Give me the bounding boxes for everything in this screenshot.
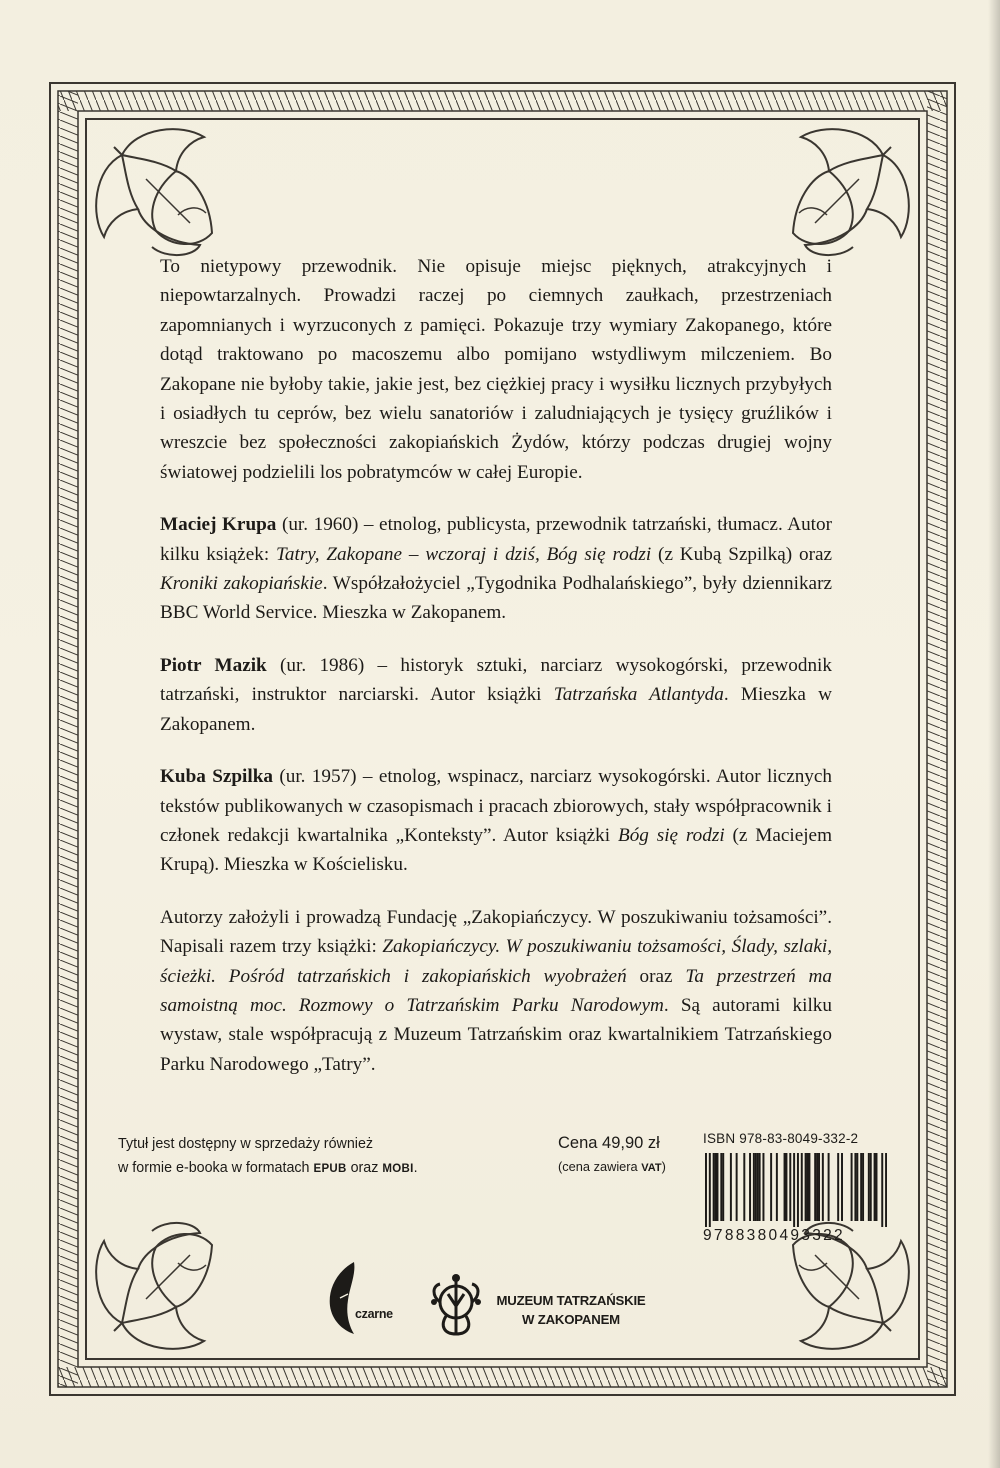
barcode-bar: [797, 1153, 799, 1227]
barcode-bar: [793, 1153, 795, 1227]
barcode-bar: [814, 1153, 816, 1221]
barcode-bar: [720, 1153, 722, 1221]
ebook-availability-note: Tytuł jest dostępny w sprzedaży również w formie e-booka w formatach EPUB oraz MOBI.: [118, 1136, 418, 1176]
barcode-bar: [753, 1153, 755, 1221]
author-bio-maciej-krupa: Maciej Krupa (ur. 1960) – etnolog, publicysta, przewodnik tatrzański, tłumacz. Autor kilku książek: Tatry, Zakopane – wczoraj i dziś, Bóg się rodzi (z Kubą Szpilką) oraz Kroniki zakopiańskie. Współzałożyciel „Tygodnika Podhalańskiego”, były dziennikarz BBC World Service. Mieszka w Zakopanem.: [160, 514, 832, 624]
barcode-bar: [743, 1153, 745, 1221]
barcode-bar: [841, 1153, 843, 1221]
description-paragraph: To nietypowy przewodnik. Nie opisuje miejsc pięknych, atrakcyjnych i niepowtarzalnych. Prowadzi raczej po ciemnych zaułkach, przestrzeniach zapomnianych i wyrzuconych z pamięci. Pokazuje trzy wymiary Zakopanego, które dotąd traktowano po macoszemu albo pomijano wstydliwym milczeniem. Bo Zakopane nie byłoby takie, jakie jest, bez ciężkiej pracy i wysiłku licznych przybyłych i osiadłych tu ceprów, bez wielu sanatoriów i zaludniających je tysięcy gruźlików i wreszcie bez społeczności zakopiańskich Żydów, którzy podczas drugiej wojny światowej podzielili los pobratymców w całej Europie.: [160, 256, 832, 483]
barcode-bar: [801, 1153, 803, 1221]
barcode-bars: [705, 1153, 887, 1227]
corner-flower-bottom-left: [96, 1223, 212, 1349]
barcode-bar: [862, 1153, 864, 1221]
barcode-bar: [789, 1153, 791, 1221]
barcode-bar: [716, 1153, 718, 1221]
barcode-bar: [807, 1153, 809, 1221]
barcode-bar: [881, 1153, 883, 1227]
barcode-bar: [776, 1153, 778, 1221]
barcode-bar: [808, 1153, 810, 1221]
barcode: [703, 1131, 888, 1249]
barcode-bar: [755, 1153, 757, 1221]
barcode-bar: [816, 1153, 818, 1221]
barcode-bar: [749, 1153, 751, 1221]
price-info: [558, 1130, 698, 1179]
barcode-bar: [785, 1153, 787, 1221]
barcode-bar: [709, 1153, 711, 1227]
barcode-bar: [856, 1153, 858, 1221]
barcode-bar: [713, 1153, 715, 1221]
barcode-bar: [885, 1153, 887, 1227]
publisher-name: czarne: [355, 1307, 393, 1321]
barcode-bar: [757, 1153, 759, 1221]
barcode-bar: [828, 1153, 830, 1221]
ean-digits: 9788380493322: [703, 1227, 845, 1244]
author-name: Piotr Mazik: [160, 654, 267, 676]
barcode-bar: [870, 1153, 872, 1221]
corner-flower-top-right: [793, 129, 909, 255]
author-name: Maciej Krupa: [160, 514, 277, 536]
barcode-bar: [860, 1153, 862, 1221]
format-epub: EPUB: [313, 1163, 347, 1175]
author-bio-piotr-mazik: Piotr Mazik (ur. 1986) – historyk sztuki, narciarz wysokogórski, przewodnik tatrzański, instruktor narciarski. Autor książki Tatrzańska Atlantyda. Mieszka w Zakopanem.: [160, 654, 832, 735]
barcode-bar: [770, 1153, 772, 1221]
barcode-bar: [759, 1153, 761, 1221]
barcode-bar: [876, 1153, 878, 1221]
barcode-bar: [784, 1153, 786, 1221]
barcode-bar: [730, 1153, 732, 1221]
museum-emblem-icon: [426, 1272, 486, 1340]
barcode-bar: [854, 1153, 856, 1221]
czarne-logo-icon: [318, 1258, 398, 1338]
author-name: Kuba Szpilka: [160, 766, 273, 788]
museum-name: MUZEUM TATRZAŃSKIE W ZAKOPANEM: [496, 1293, 646, 1327]
barcode-bar: [705, 1153, 707, 1227]
barcode-bar: [736, 1153, 738, 1221]
barcode-bar: [874, 1153, 876, 1221]
corner-flower-top-left: [96, 129, 212, 255]
barcode-bar: [837, 1153, 839, 1221]
barcode-bar: [722, 1153, 724, 1221]
barcode-bar: [762, 1153, 764, 1221]
foundation-paragraph: Autorzy założyli i prowadzą Fundację „Zakopiańczycy. W poszukiwaniu tożsamości”. Napisali razem trzy książki: Zakopiańczycy. W poszukiwaniu tożsamości, Ślady, szlaki, ścieżki. Pośród tatrzańskich i zakopiańskich wyobrażeń oraz Ta przestrzeń ma samoistną moc. Rozmowy o Tatrzańskim Parku Narodowym. Są autorami kilku wystaw, stale współpracują z Muzeum Tatrzańskim oraz kwartalnikiem Tatrzańskiego Parku Narodowego „Tatry”.: [160, 906, 832, 1075]
barcode-bar: [818, 1153, 820, 1221]
barcode-bar: [715, 1153, 717, 1221]
price-label: Cena 49,90 zł: [558, 1134, 660, 1152]
vat-note: (cena zawiera VAT): [558, 1159, 666, 1174]
isbn-text: ISBN 978-83-8049-332-2: [703, 1131, 859, 1146]
barcode-bar: [868, 1153, 870, 1221]
barcode-bar: [805, 1153, 807, 1221]
barcode-bar: [822, 1153, 824, 1221]
back-cover-text: [160, 252, 832, 1102]
barcode-bar: [851, 1153, 853, 1221]
author-bio-kuba-szpilka: Kuba Szpilka (ur. 1957) – etnolog, wspinacz, narciarz wysokogórski. Autor licznych tekstów publikowanych w czasopismach i pracach zbiorowych, stały współpracownik i członek redakcji kwartalnika „Konteksty”. Autor książki Bóg się rodzi (z Maciejem Krupą). Mieszka w Kościelisku.: [160, 766, 833, 876]
format-mobi: MOBI: [382, 1163, 414, 1175]
